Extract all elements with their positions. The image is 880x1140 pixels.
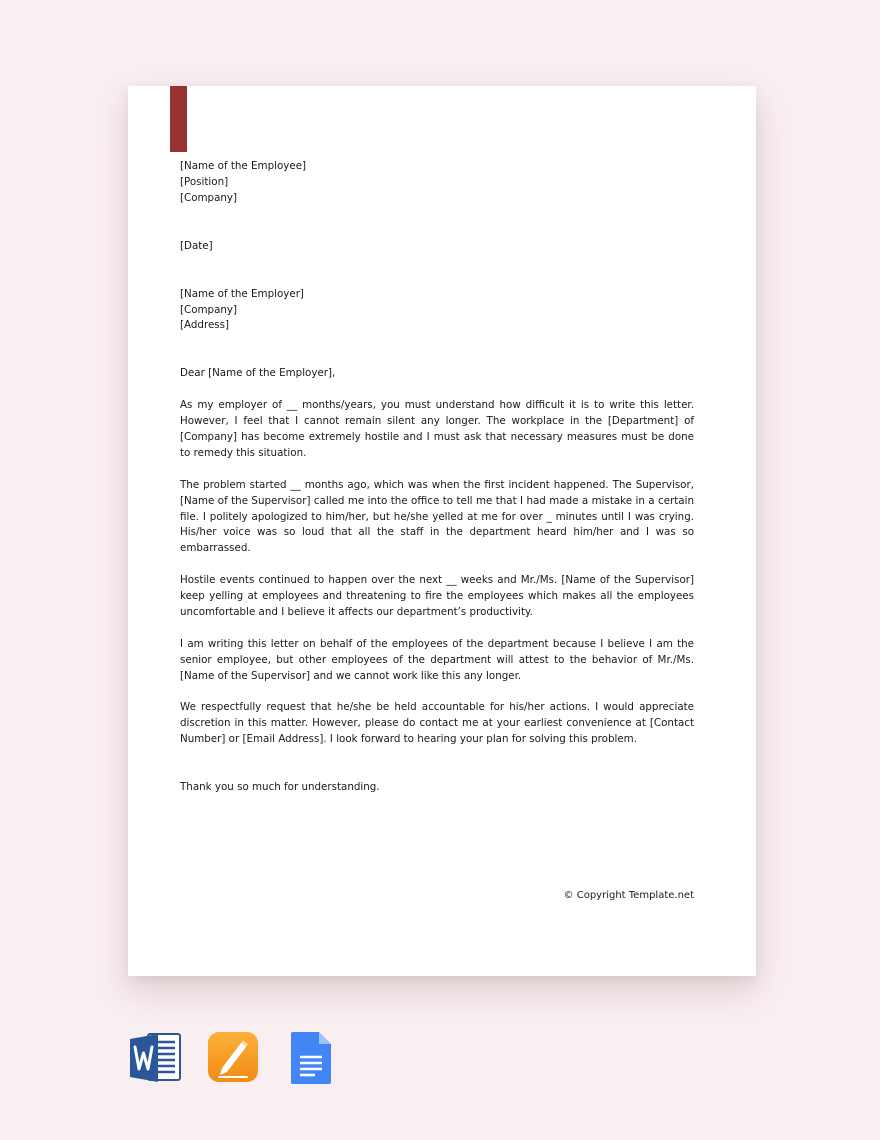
copyright-notice: © Copyright Template.net: [563, 890, 694, 901]
recipient-block: [180, 287, 694, 335]
recipient-address: [Address]: [180, 319, 230, 332]
sender-name: [Name of the Employee]: [180, 160, 307, 172]
letter-date: [Date]: [180, 239, 213, 252]
paragraph-4: I am writing this letter on behalf of the employees of the department because I believe I am the senior employee, but other employees of the department will attest to the behavior of Mr./Ms. [Name of the Supervisor] and we cannot work like this any longer.: [180, 637, 694, 682]
paragraph-3: Hostile events continued to happen over the next __ weeks and Mr./Ms. [Name of the Supervisor] keep yelling at employees and threatening to fire the employees which makes all the employees uncomfortable and I believe it affects our department’s productivity.: [180, 574, 694, 618]
sender-company: [Company]: [180, 191, 238, 204]
letter-body: [180, 159, 694, 796]
sender-block: [180, 159, 694, 207]
recipient-name: [Name of the Employer]: [180, 287, 304, 300]
paragraph-2: The problem started __ months ago, which was when the first incident happened. The Supervisor, [Name of the Supervisor] called me into the office to tell me that I had made a mistake in a certain file. I politely apologized to him/her, but he/she yelled at me for over _ minutes until I was crying. His/her voice was so loud that all the staff in the department heard him/her and I was so embarrassed.: [180, 478, 694, 555]
google-docs-icon[interactable]: [289, 1030, 333, 1090]
closing-line: Thank you so much for understanding.: [180, 781, 380, 794]
recipient-company: [Company]: [180, 303, 238, 316]
accent-bar: [170, 86, 187, 152]
apple-pages-icon[interactable]: [207, 1030, 259, 1088]
salutation: Dear [Name of the Employer],: [180, 367, 336, 380]
paragraph-5: We respectfully request that he/she be held accountable for his/her actions. I would appreciate discretion in this matter. However, please do contact me at your earliest convenience at [Contact Number] or [Email Address]. I look forward to hearing your plan for solving this problem.: [180, 701, 694, 746]
microsoft-word-icon[interactable]: [128, 1030, 184, 1090]
paragraph-1: As my employer of __ months/years, you must understand how difficult it is to write this letter. However, I feel that I cannot remain silent any longer. The workplace in the [Department] of [Company] has become extremely hostile and I must ask that necessary measures must be done to remedy this situation.: [180, 399, 694, 459]
sender-position: [Position]: [180, 175, 229, 188]
letter-page: [128, 86, 756, 976]
